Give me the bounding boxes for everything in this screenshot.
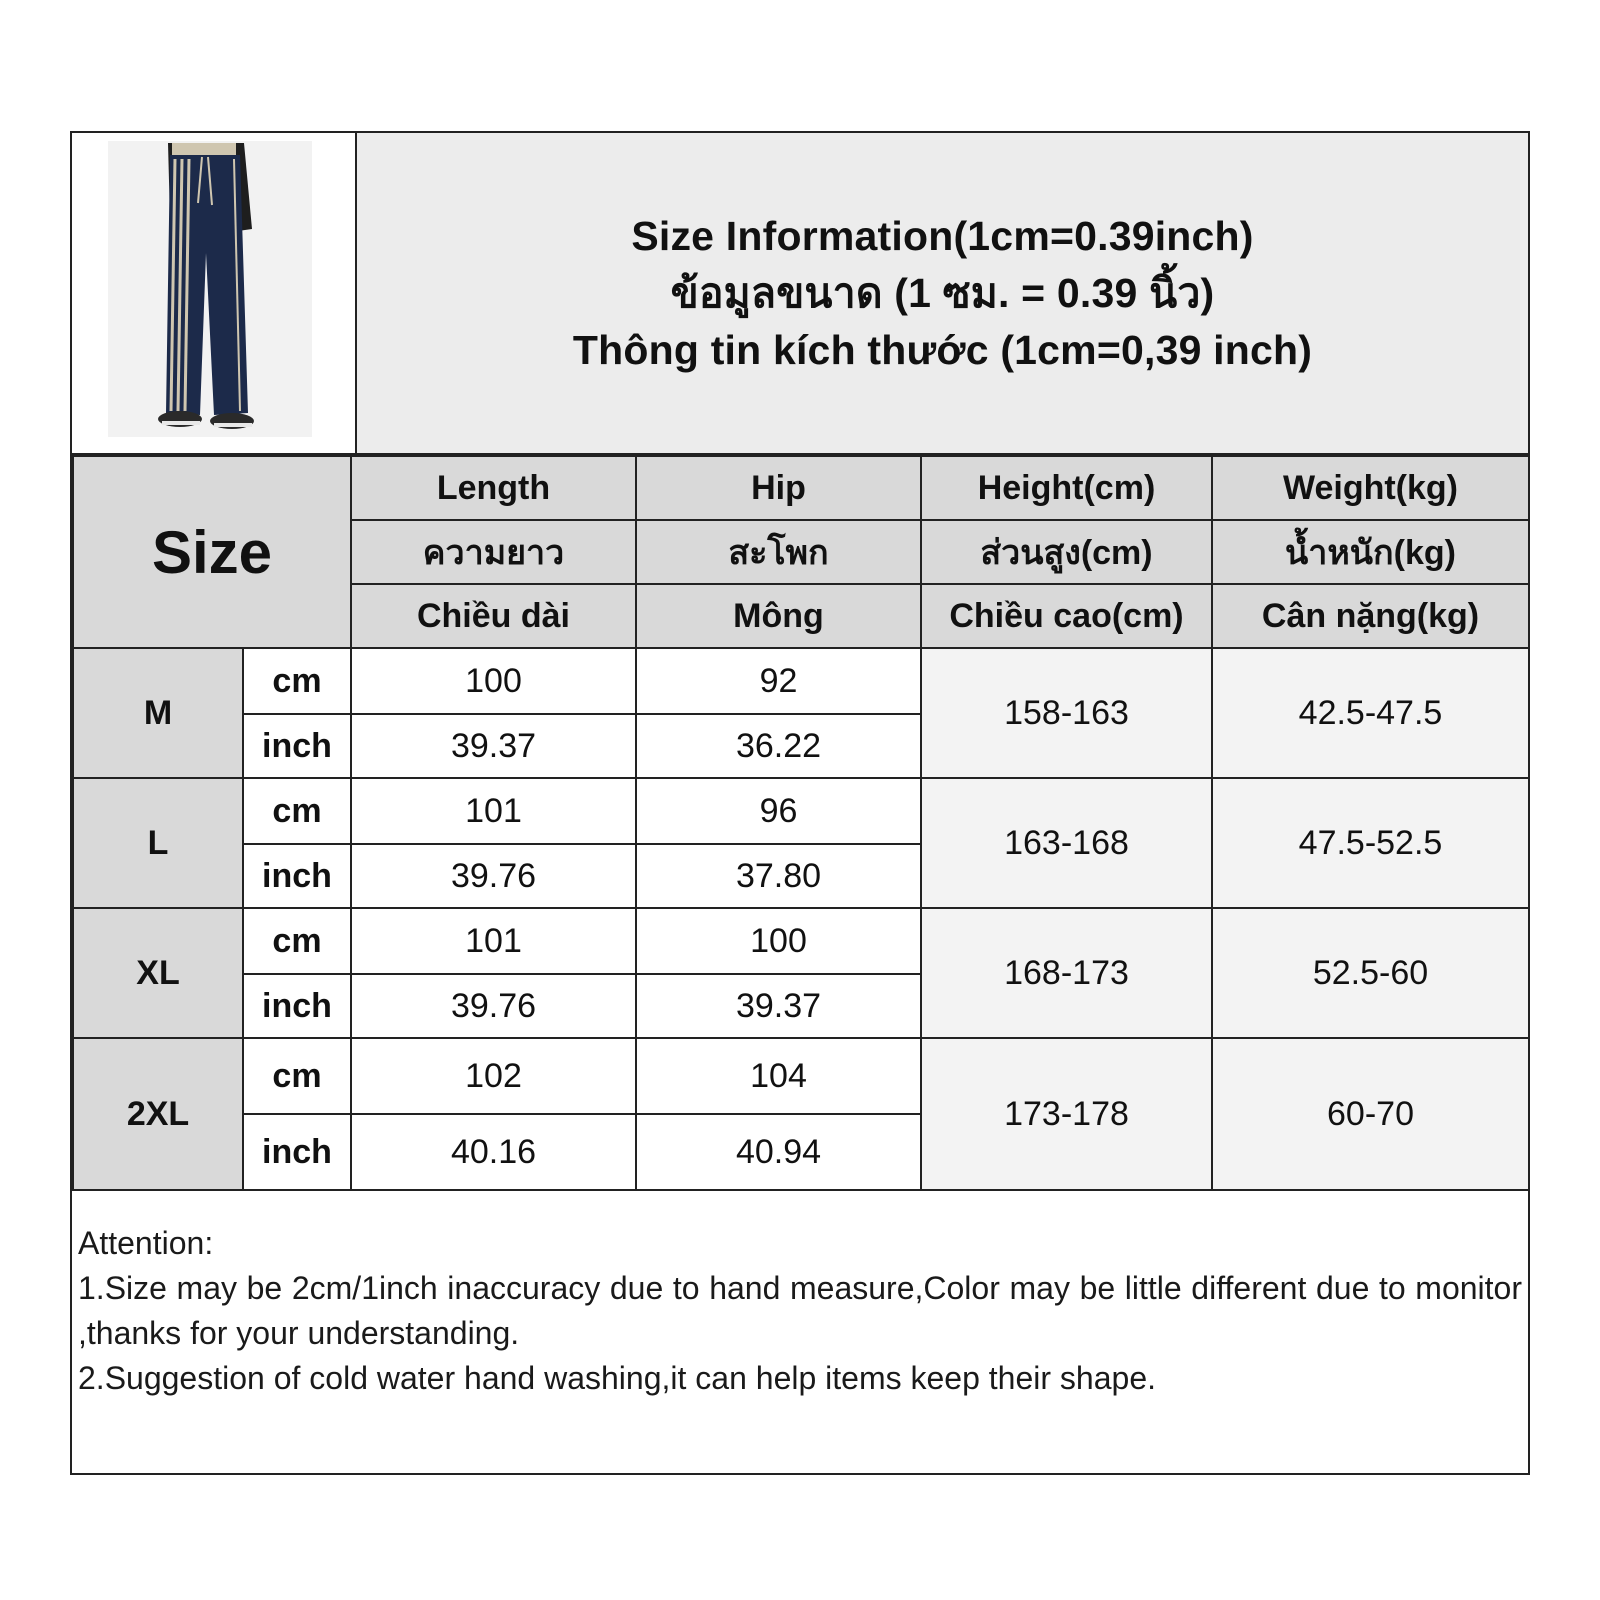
- hip-cm-value: 92: [636, 648, 921, 714]
- table-row: [73, 1038, 1529, 1114]
- length-cm-value: 102: [351, 1038, 636, 1114]
- length-inch-value: 39.37: [351, 714, 636, 778]
- weight-range-value: 47.5-52.5: [1212, 778, 1529, 908]
- hip-header: Hip: [636, 456, 921, 520]
- weight-header-vietnamese: Cân nặng(kg): [1212, 584, 1529, 648]
- length-header: Length: [351, 456, 636, 520]
- size-information-title: [357, 133, 1528, 455]
- unit-cm-label: cm: [243, 778, 351, 844]
- table-row: [73, 648, 1529, 714]
- table-row: [73, 908, 1529, 974]
- weight-range-value: 42.5-47.5: [1212, 648, 1529, 778]
- hip-inch-value: 37.80: [636, 844, 921, 908]
- length-cm-value: 101: [351, 908, 636, 974]
- length-inch-value: 39.76: [351, 974, 636, 1038]
- weight-header: Weight(kg): [1212, 456, 1529, 520]
- size-column-header: Size: [73, 456, 351, 648]
- length-inch-value: 40.16: [351, 1114, 636, 1190]
- weight-range-value: 60-70: [1212, 1038, 1529, 1190]
- height-header-vietnamese: Chiều cao(cm): [921, 584, 1212, 648]
- size-chart: [70, 131, 1530, 1475]
- height-range-value: 158-163: [921, 648, 1212, 778]
- attention-heading: Attention:: [78, 1225, 214, 1261]
- size-2xl-label: 2XL: [73, 1038, 243, 1190]
- hip-cm-value: 100: [636, 908, 921, 974]
- header-row-english: [73, 456, 1529, 520]
- unit-cm-label: cm: [243, 648, 351, 714]
- height-range-value: 173-178: [921, 1038, 1212, 1190]
- attention-note-2: 2.Suggestion of cold water hand washing,it can help items keep their shape.: [78, 1360, 1156, 1396]
- length-header-vietnamese: Chiều dài: [351, 584, 636, 648]
- unit-cm-label: cm: [243, 1038, 351, 1114]
- unit-inch-label: inch: [243, 844, 351, 908]
- hip-cm-value: 104: [636, 1038, 921, 1114]
- unit-inch-label: inch: [243, 1114, 351, 1190]
- attention-note-1: 1.Size may be 2cm/1inch inaccuracy due to hand measure,Color may be little different due to monitor ,thanks for your understanding.: [78, 1270, 1522, 1351]
- hip-inch-value: 40.94: [636, 1114, 921, 1190]
- size-l-label: L: [73, 778, 243, 908]
- height-header-thai: ส่วนสูง(cm): [921, 520, 1212, 584]
- weight-range-value: 52.5-60: [1212, 908, 1529, 1038]
- table-row: [73, 778, 1529, 844]
- height-range-value: 163-168: [921, 778, 1212, 908]
- height-range-value: 168-173: [921, 908, 1212, 1038]
- weight-header-thai: น้ำหนัก(kg): [1212, 520, 1529, 584]
- size-m-label: M: [73, 648, 243, 778]
- attention-notes: [72, 1217, 1528, 1473]
- length-cm-value: 101: [351, 778, 636, 844]
- hip-inch-value: 36.22: [636, 714, 921, 778]
- size-xl-label: XL: [73, 908, 243, 1038]
- hip-cm-value: 96: [636, 778, 921, 844]
- hip-inch-value: 39.37: [636, 974, 921, 1038]
- unit-cm-label: cm: [243, 908, 351, 974]
- title-thai: ข้อมูลขนาด (1 ซม. = 0.39 นิ้ว): [670, 269, 1215, 316]
- length-cm-value: 100: [351, 648, 636, 714]
- product-photo-cell: [72, 133, 357, 455]
- title-vietnamese: Thông tin kích thước (1cm=0,39 inch): [572, 326, 1313, 373]
- unit-inch-label: inch: [243, 974, 351, 1038]
- height-header: Height(cm): [921, 456, 1212, 520]
- length-header-thai: ความยาว: [351, 520, 636, 584]
- size-table: [72, 455, 1530, 1191]
- product-photo: [72, 133, 353, 451]
- title-english: Size Information(1cm=0.39inch): [631, 212, 1254, 259]
- length-inch-value: 39.76: [351, 844, 636, 908]
- hip-header-thai: สะโพก: [636, 520, 921, 584]
- hip-header-vietnamese: Mông: [636, 584, 921, 648]
- unit-inch-label: inch: [243, 714, 351, 778]
